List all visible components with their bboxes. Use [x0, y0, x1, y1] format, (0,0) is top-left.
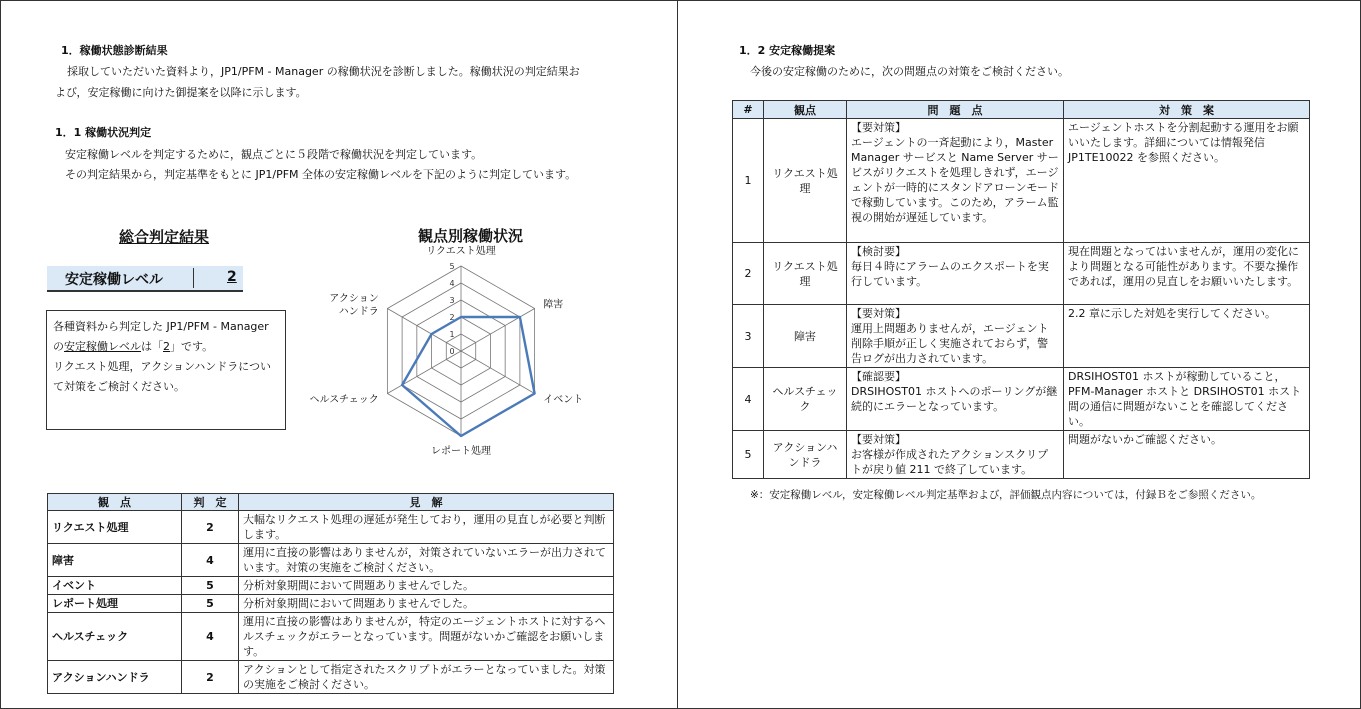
plan-problem: 毎日４時にアラームのエクスポートを実行しています。 [851, 260, 1049, 288]
radar-category-label-line: レポート処理 [431, 446, 491, 456]
summary-desc-part3: 」です。 [170, 340, 214, 353]
radar-category-label [310, 394, 379, 406]
radar-category-label-line: 障害 [543, 299, 564, 311]
judge-viewpoint: イベント [48, 577, 182, 595]
plan-problem: 運用上問題ありませんが，エージェント削除手順が正しく実施されておらず，警告ログが出力されています。 [851, 322, 1049, 365]
table-row [733, 243, 1310, 305]
table-row [733, 305, 1310, 368]
radar-tick-label: 2 [449, 313, 455, 322]
footnote: ※：安定稼働レベル，安定稼働レベル判定基準および，評価観点内容については，付録Ｂをご参照ください。 [750, 489, 1262, 501]
judge-col-viewpoint: 観 点 [48, 494, 182, 511]
radar-category-label-line: イベント [543, 394, 584, 406]
plan-table [732, 100, 1310, 479]
radar-category-label-line: アクション [329, 293, 379, 305]
plan-col-num: # [733, 101, 764, 119]
plan-measure: 現在問題となってはいませんが，運用の変化により問題となる可能性があります。不要な操作であれば，運用の見直しをお願いいたします。 [1064, 243, 1310, 305]
section1-1-heading: 1．1 稼働状況判定 [55, 126, 152, 139]
radar-category-label [329, 293, 379, 318]
plan-viewpoint: アクションハンドラ [764, 431, 847, 479]
judge-comment: アクションとして指定されたスクリプトがエラーとなっていました。対策の実施をご検討ください。 [239, 661, 614, 694]
section1-2-heading: 1．2 安定稼働提案 [739, 44, 836, 57]
radar-series-line [402, 317, 535, 436]
radar-tick-label: 5 [449, 262, 455, 271]
level-divider [193, 268, 194, 288]
judge-viewpoint: レポート処理 [48, 595, 182, 613]
radar-category-label-line: リクエスト処理 [426, 246, 496, 257]
section1-body-line1: 採取していただいた資料より，JP1/PFM - Manager の稼働状況を診断しました。稼働状況の判定結果お [67, 65, 580, 78]
plan-num: 5 [733, 431, 764, 479]
radar-axis [387, 351, 461, 394]
table-row [733, 368, 1310, 431]
radar-axis [461, 351, 535, 394]
judge-viewpoint: 障害 [48, 544, 182, 577]
plan-measure: DRSIHOST01 ホストが稼動していること，PFM-Manager ホストと DRSIHOST01 ホスト間の通信に問題がないことを確認してください。 [1064, 368, 1310, 431]
plan-measure: 問題がないかご確認ください。 [1064, 431, 1310, 479]
judge-score: 5 [182, 595, 239, 613]
judge-score: 4 [182, 613, 239, 661]
plan-problem-cell [847, 431, 1064, 479]
section1-2-body: 今後の安定稼働のために，次の問題点の対策をご検討ください。 [750, 65, 1069, 78]
radar-category-label [426, 245, 496, 257]
plan-problem: エージェントの一斉起動により，Master Manager サービスと Name Server サービスがリクエストを処理しきれず，エージェントが一時的にスタンドアローンモードで稼動しています。このため，アラーム監視の開始が遅延しています。 [851, 136, 1060, 224]
judge-comment: 大幅なリクエスト処理の遅延が発生しており，運用の見直しが必要と判断します。 [239, 511, 614, 544]
section1-1-body-line2: その判定結果から，判定基準をもとに JP1/PFM 全体の安定稼働レベルを下記のように判定しています。 [65, 168, 577, 181]
plan-viewpoint: リクエスト処理 [764, 243, 847, 305]
section1-heading: 1．稼働状態診断結果 [61, 44, 168, 57]
judge-score: 2 [182, 511, 239, 544]
judge-score: 2 [182, 661, 239, 694]
radar-category-label-line: ヘルスチェック [309, 394, 379, 406]
plan-measure: 2.2 章に示した対処を実行してください。 [1064, 305, 1310, 368]
plan-problem-cell [847, 119, 1064, 243]
plan-tag: 【要対策】 [851, 307, 906, 320]
table-row [48, 613, 614, 661]
plan-tag: 【要対策】 [851, 121, 906, 134]
plan-viewpoint: 障害 [764, 305, 847, 368]
judge-score: 4 [182, 544, 239, 577]
radar-tick-label: 4 [449, 279, 455, 288]
radar-tick-label: 3 [449, 296, 455, 305]
radar-chart-title: 観点別稼働状況 [418, 227, 524, 245]
plan-measure: エージェントホストを分割起動する運用をお願いいたします。詳細については情報発信 JP1TE10022 を参照ください。 [1064, 119, 1310, 243]
judge-comment: 分析対象期間において問題ありませんでした。 [239, 577, 614, 595]
plan-problem-cell [847, 368, 1064, 431]
section1-body-line2: よび，安定稼働に向けた御提案を以降に示します。 [55, 86, 307, 99]
table-row [48, 577, 614, 595]
radar-chart [301, 241, 601, 456]
judge-viewpoint: リクエスト処理 [48, 511, 182, 544]
stability-level-box [47, 266, 243, 292]
table-row [48, 511, 614, 544]
summary-desc-underline: 安定稼働レベル [64, 340, 141, 353]
table-row [48, 661, 614, 694]
summary-desc-part1: 各種資料から判定した JP1/PFM - Manager の [53, 320, 269, 353]
table-row [733, 431, 1310, 479]
left-page [0, 0, 678, 709]
plan-problem-cell [847, 243, 1064, 305]
judge-comment: 分析対象期間において問題ありませんでした。 [239, 595, 614, 613]
table-row [48, 544, 614, 577]
plan-table-header [733, 101, 1310, 119]
judge-viewpoint: アクションハンドラ [48, 661, 182, 694]
summary-description [46, 310, 286, 430]
plan-problem-cell [847, 305, 1064, 368]
summary-title: 総合判定結果 [119, 228, 210, 246]
judge-score: 5 [182, 577, 239, 595]
summary-desc-part2: は「 [141, 340, 163, 353]
radar-category-label [543, 298, 563, 311]
judge-comment: 運用に直接の影響はありませんが，特定のエージェントホストに対するヘルスチェックがエラーとなっています。問題がないかご確認をお願いします。 [239, 613, 614, 661]
table-row [48, 595, 614, 613]
judge-viewpoint: ヘルスチェック [48, 613, 182, 661]
plan-viewpoint: ヘルスチェック [764, 368, 847, 431]
judge-col-score: 判 定 [182, 494, 239, 511]
plan-num: 1 [733, 119, 764, 243]
summary-desc-value: 2 [163, 340, 170, 353]
plan-viewpoint: リクエスト処理 [764, 119, 847, 243]
plan-problem: DRSIHOST01 ホストへのポーリングが継続的にエラーとなっています。 [851, 385, 1058, 413]
judge-col-comment: 見 解 [239, 494, 614, 511]
plan-col-measure: 対 策 案 [1064, 101, 1310, 119]
plan-tag: 【検討要】 [851, 245, 906, 258]
radar-category-label [543, 394, 583, 406]
plan-problem: お客様が作成されたアクションスクリプトが戻り値 211 で終了しています。 [851, 448, 1049, 476]
right-page [677, 0, 1361, 709]
radar-tick-label: 0 [449, 347, 455, 356]
radar-axis [461, 309, 535, 352]
radar-tick-label: 1 [449, 330, 455, 339]
plan-num: 4 [733, 368, 764, 431]
plan-tag: 【要対策】 [851, 433, 906, 446]
stability-level-value: 2 [227, 269, 237, 285]
radar-category-label-line: ハンドラ [338, 306, 379, 318]
plan-col-problem: 問 題 点 [847, 101, 1064, 119]
judge-table-header [48, 494, 614, 511]
plan-num: 3 [733, 305, 764, 368]
plan-tag: 【確認要】 [851, 370, 906, 383]
judge-comment: 運用に直接の影響はありませんが，対策されていないエラーが出力されています。対策の実施をご検討ください。 [239, 544, 614, 577]
plan-col-viewpoint: 観点 [764, 101, 847, 119]
stability-level-label: 安定稼働レベル [65, 272, 163, 288]
radar-category-label [431, 445, 491, 456]
table-row [733, 119, 1310, 243]
summary-desc-part4: リクエスト処理，アクションハンドラについて対策をご検討ください。 [53, 360, 272, 393]
section1-1-body-line1: 安定稼働レベルを判定するために，観点ごとに５段階で稼働状況を判定しています。 [65, 148, 483, 161]
judge-table [47, 493, 614, 694]
plan-num: 2 [733, 243, 764, 305]
